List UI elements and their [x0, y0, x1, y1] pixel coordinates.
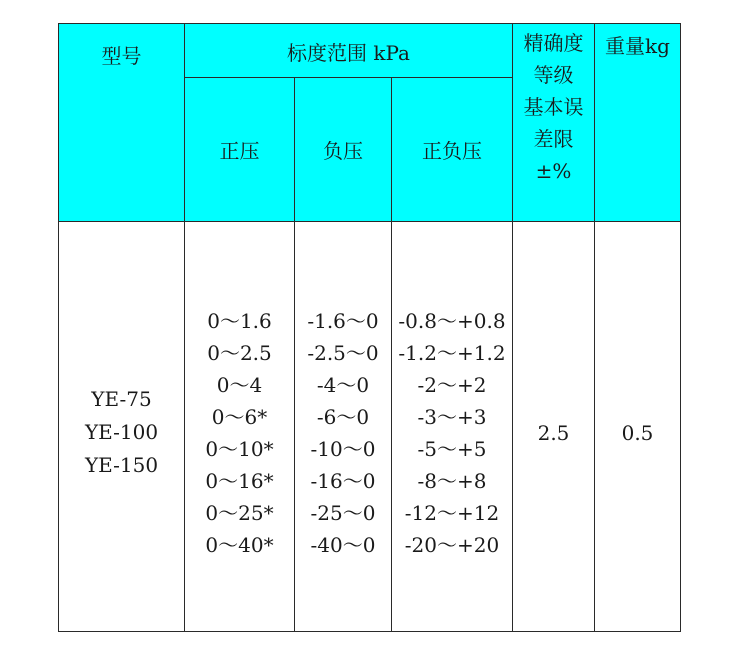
- header-pos-neg-label: 正负压: [422, 139, 482, 163]
- header-negative: [295, 78, 392, 222]
- model-name: YE-75: [91, 387, 152, 411]
- negative-range: -2.5～0: [307, 340, 379, 365]
- cell-models: [59, 222, 185, 632]
- positive-range: 0～25*: [205, 500, 274, 525]
- header-model-label: 型号: [101, 44, 142, 68]
- header-weight-label: 重量kg: [605, 34, 670, 58]
- accuracy-value: 2.5: [537, 420, 570, 445]
- model-name: YE-100: [84, 420, 159, 444]
- negative-range: -6～0: [316, 404, 370, 429]
- pos-neg-range: -3～+3: [417, 404, 487, 429]
- header-accuracy-line: 精确度: [523, 31, 584, 55]
- header-accuracy-line: ±%: [535, 159, 572, 183]
- cell-positive-ranges: [185, 222, 295, 632]
- pos-neg-range: -5～+5: [417, 436, 487, 461]
- header-model: [59, 24, 185, 222]
- header-weight: [595, 24, 681, 222]
- negative-range: -40～0: [310, 532, 376, 557]
- negative-range: -16～0: [310, 468, 376, 493]
- header-range-label: 标度范围 kPa: [287, 41, 410, 65]
- cell-pos-neg-ranges: [392, 222, 513, 632]
- positive-range: 0～16*: [205, 468, 274, 493]
- negative-range: -10～0: [310, 436, 376, 461]
- header-accuracy-line: 差限: [533, 127, 574, 151]
- model-name: YE-150: [84, 453, 159, 477]
- header-negative-label: 负压: [323, 139, 363, 163]
- positive-range: 0～2.5: [207, 340, 272, 365]
- cell-accuracy: [513, 222, 595, 632]
- header-accuracy-line: 基本误: [523, 95, 584, 119]
- pos-neg-range: -12～+12: [404, 500, 500, 525]
- pos-neg-range: -20～+20: [404, 532, 500, 557]
- positive-range: 0～4: [216, 372, 263, 397]
- negative-range: -4～0: [316, 372, 370, 397]
- negative-range: -1.6～0: [307, 308, 379, 333]
- cell-weight: [595, 222, 681, 632]
- header-positive-label: 正压: [219, 139, 260, 163]
- spec-table: [58, 23, 681, 632]
- header-range: [185, 24, 513, 78]
- negative-range: -25～0: [310, 500, 376, 525]
- positive-range: 0～10*: [205, 436, 274, 461]
- pos-neg-range: -1.2～+1.2: [398, 340, 506, 365]
- header-positive: [185, 78, 295, 222]
- cell-negative-ranges: [295, 222, 392, 632]
- header-accuracy: [513, 24, 595, 222]
- positive-range: 0～1.6: [207, 308, 272, 333]
- header-accuracy-line: 等级: [533, 63, 574, 87]
- pos-neg-range: -0.8～+0.8: [398, 308, 506, 333]
- positive-range: 0～6*: [211, 404, 268, 429]
- positive-range: 0～40*: [205, 532, 274, 557]
- pos-neg-range: -8～+8: [417, 468, 487, 493]
- pos-neg-range: -2～+2: [417, 372, 487, 397]
- weight-value: 0.5: [621, 420, 654, 445]
- header-pos-neg: [392, 78, 513, 222]
